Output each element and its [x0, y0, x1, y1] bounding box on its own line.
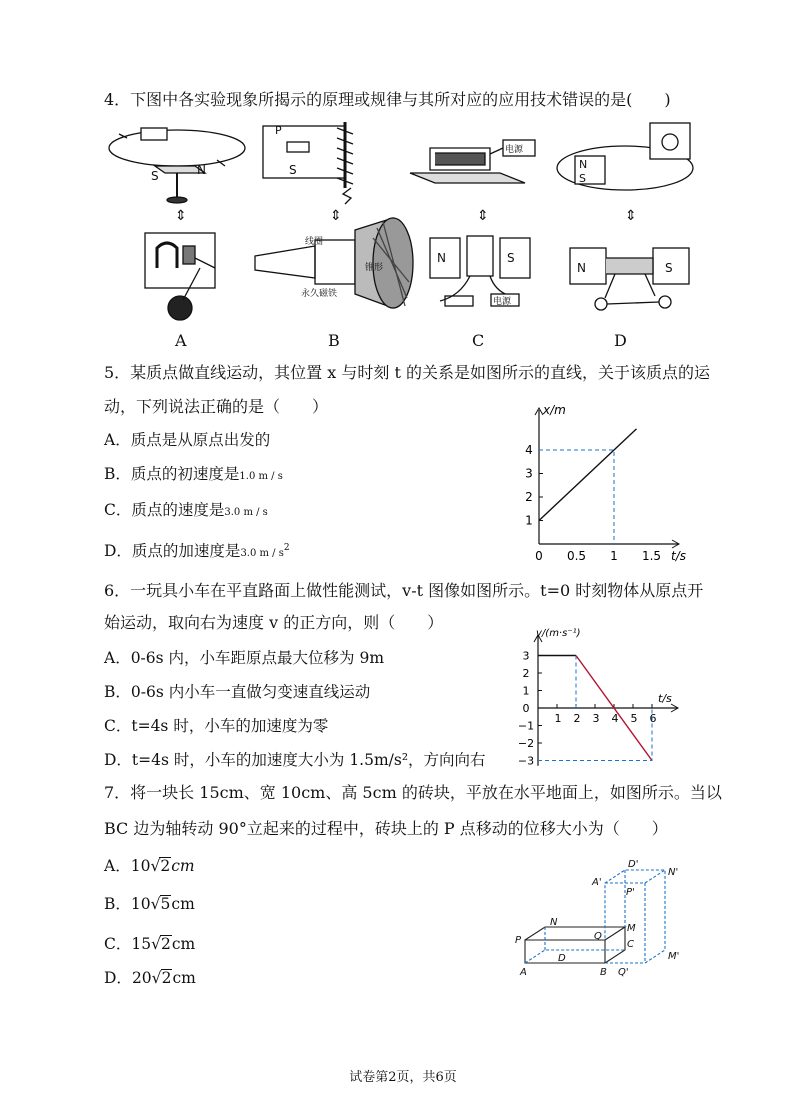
sqrt-sign: √ [150, 895, 161, 913]
q5-option-a: A．质点是从原点出发的 [104, 431, 271, 449]
pt-c: C [627, 939, 634, 950]
fig-a-arrow: ⇕ [175, 208, 187, 224]
fig-d-bottom [570, 248, 689, 310]
pt-a1: A' [592, 877, 602, 888]
guide-dashed [539, 450, 614, 544]
q6-stem-2: 始运动，取向右为速度 v 的正方向，则（ ） [104, 613, 444, 632]
pt-n1: N' [668, 867, 679, 878]
q6-option-c: C．t=4s 时，小车的加速度为零 [104, 717, 329, 735]
q5-option-d: D．质点的加速度是3.0 m / $s^2$ [104, 542, 290, 561]
y-axis-label: x/m [543, 403, 566, 417]
fig-c-bottom [430, 236, 530, 306]
fig-d-top [557, 123, 693, 190]
x-tick-label: 1 [554, 712, 562, 725]
y-tick-label: 3 [525, 466, 533, 481]
fig-b-coil: 线圈 [305, 237, 324, 247]
x-tick-label: 4 [611, 712, 619, 725]
x-tick-label: 3 [592, 712, 600, 725]
page-footer: 试卷第2页，共6页 [349, 1070, 457, 1085]
q5-stem-2: 动，下列说法正确的是（ ） [104, 397, 329, 416]
x-tick-label: 2 [573, 712, 581, 725]
fig-a-n: N [197, 163, 206, 177]
x-tick-label: 0.5 [566, 549, 587, 562]
pt-d: D [558, 953, 566, 964]
q7-option-a: A．10√2cm [104, 857, 195, 875]
y-tick-label: 3 [522, 649, 530, 663]
fig-a-top [109, 128, 245, 203]
y-tick-label: −2 [517, 737, 535, 750]
x-axis-label: t/s [658, 692, 672, 705]
fig-d-s2: S [665, 261, 673, 275]
q4-letter-c: C [472, 331, 485, 350]
x-tick-label: 1.5 [641, 549, 662, 562]
q5-option-b: B．质点的初速度是1.0 m / s [104, 465, 283, 483]
sqrt-sign: √ [151, 935, 161, 953]
fig-d-n2: N [577, 261, 586, 275]
pt-p: P [515, 935, 522, 946]
fig-d-s: S [579, 172, 586, 185]
q7-option-d: D．20√2cm [104, 969, 196, 987]
fig-b-arrow: ⇕ [330, 208, 342, 224]
x-tick-label: 5 [630, 712, 638, 725]
fig-b-p: P [275, 124, 282, 137]
pt-p1: P' [626, 887, 635, 898]
q5-stem-1: 5．某质点做直线运动，其位置 x 与时刻 t 的关系是如图所示的直线，关于该质点的运 [104, 363, 710, 382]
q6-option-d: D．t=4s 时，小车的加速度大小为 1.5m/s²，方向向右 [104, 751, 486, 769]
fig-d-arrow: ⇕ [625, 208, 637, 224]
q7-brick-diagram [510, 855, 690, 985]
q7-stem-1: 7．将一块长 15cm、宽 10cm、高 5cm 的砖块，平放在水平地面上，如图所示。当以 [104, 783, 722, 802]
pt-a: A [520, 967, 527, 978]
y-tick-label: −3 [517, 754, 535, 766]
q4-letter-b: B [328, 331, 340, 350]
q6-vt-chart [500, 626, 700, 766]
q6-option-a: A．0-6s 内，小车距原点最大位移为 9m [104, 649, 385, 667]
y-tick-label: 1 [525, 513, 533, 528]
fig-b-magnet: 永久磁铁 [301, 289, 338, 299]
fig-a-bottom [145, 233, 215, 320]
q6-option-b: B．0-6s 内小车一直做匀变速直线运动 [104, 683, 371, 701]
fig-c-power-top: 电源 [505, 145, 524, 155]
pt-m: M [627, 923, 636, 934]
pt-m1: M' [668, 951, 680, 962]
sqrt-sign: √ [150, 857, 161, 875]
q5-xt-chart [505, 402, 705, 562]
q7-option-c: C．15√2cm [104, 935, 196, 953]
fig-a-s: S [151, 169, 159, 183]
q4-letter-a: A [175, 331, 187, 350]
y-axis-label: v/(m·s⁻¹) [536, 628, 581, 639]
q5-option-c: C．质点的速度是3.0 m / s [104, 501, 268, 519]
x-tick-label: 1 [610, 549, 618, 562]
fig-c-power: 电源 [493, 297, 512, 307]
series-line [539, 429, 637, 521]
q4-figures [105, 118, 705, 348]
x-axis-label: t/s [671, 549, 686, 562]
q4-letter-d: D [614, 331, 627, 350]
q4-stem: 4．下图中各实验现象所揭示的原理或规律与其所对应的应用技术错误的是( ) [104, 90, 671, 109]
y-tick-label: −1 [517, 719, 535, 733]
y-tick-label: 0 [522, 702, 530, 715]
fig-c-n: N [437, 251, 446, 265]
pt-b: B [600, 967, 607, 978]
fig-c-arrow: ⇕ [477, 208, 489, 224]
q7-option-b: B．10√5cm [104, 895, 195, 913]
pt-n: N [550, 917, 558, 928]
pt-q: Q [594, 931, 602, 942]
y-tick-label: 2 [525, 490, 533, 504]
q6-stem-1: 6．一玩具小车在平直路面上做性能测试，v-t 图像如图所示。t=0 时刻物体从原点开 [104, 581, 704, 600]
sqrt-sign: √ [151, 969, 162, 987]
fig-d-n: N [579, 158, 588, 171]
q7-stem-2: BC 边为轴转动 90°立起来的过程中，砖块上的 P 点移动的位移大小为（ ） [104, 819, 668, 838]
x-tick-label: 6 [649, 712, 657, 725]
fig-b-s: S [289, 163, 297, 177]
y-tick-label: 4 [525, 443, 533, 457]
x-tick-label: 0 [535, 549, 543, 562]
pt-d1: D' [628, 859, 639, 870]
fig-c-s: S [507, 251, 515, 265]
y-tick-label: 1 [522, 684, 530, 698]
pt-q1: Q' [618, 967, 629, 978]
y-tick-label: 2 [522, 667, 530, 680]
fig-b-cone: 锥形 [365, 263, 384, 273]
